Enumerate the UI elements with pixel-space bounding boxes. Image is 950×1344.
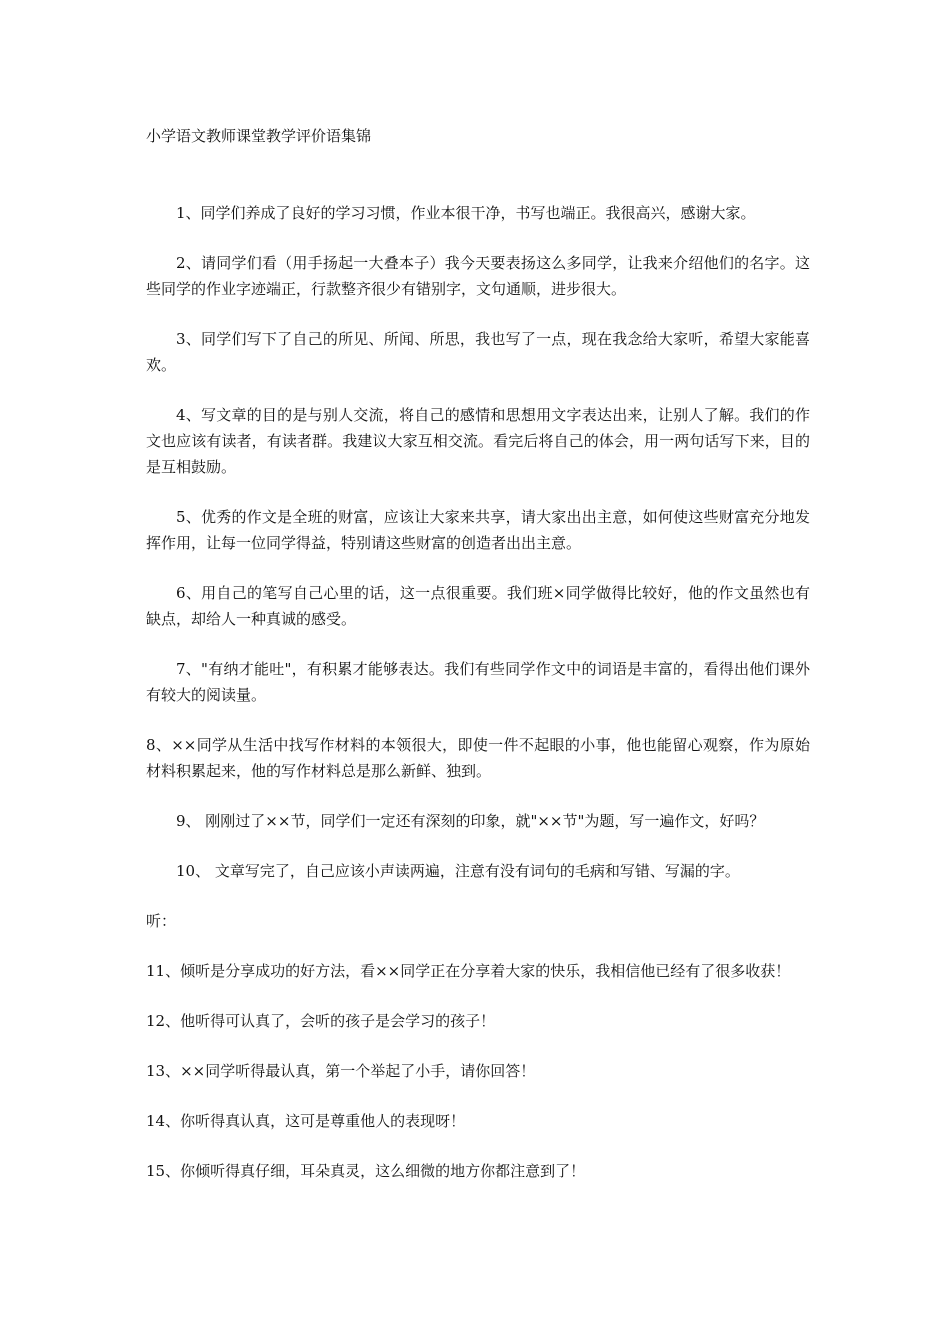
paragraph: 1、同学们养成了良好的学习习惯，作业本很干净，书写也端正。我很高兴，感谢大家。 — [176, 204, 756, 222]
paragraph: 听： — [146, 912, 177, 930]
paragraph: 13、××同学听得最认真，第一个举起了小手，请你回答！ — [146, 1062, 536, 1080]
paragraph: 8、××同学从生活中找写作材料的本领很大，即使一件不起眼的小事，他也能留心观察，作为原始材料积累起来，他的写作材料总是那么新鲜、独到。 — [146, 736, 810, 780]
paragraph: 10、 文章写完了，自己应该小声读两遍，注意有没有词句的毛病和写错、写漏的字。 — [176, 862, 740, 880]
paragraph: 3、同学们写下了自己的所见、所闻、所思，我也写了一点，现在我念给大家听，希望大家能喜欢。 — [146, 330, 810, 374]
paragraph: 2、请同学们看（用手扬起一大叠本子）我今天要表扬这么多同学，让我来介绍他们的名字。这些同学的作业字迹端正，行款整齐很少有错别字，文句通顺，进步很大。 — [146, 254, 810, 298]
paragraph: 5、优秀的作文是全班的财富，应该让大家来共享，请大家出出主意，如何使这些财富充分地发挥作用，让每一位同学得益，特别请这些财富的创造者出出主意。 — [146, 508, 810, 552]
paragraph: 6、用自己的笔写自己心里的话，这一点很重要。我们班×同学做得比较好，他的作文虽然也有缺点，却给人一种真诚的感受。 — [146, 584, 810, 628]
document-body — [146, 200, 810, 1208]
paragraph: 4、写文章的目的是与别人交流，将自己的感情和思想用文字表达出来，让别人了解。我们的作文也应该有读者，有读者群。我建议大家互相交流。看完后将自己的体会，用一两句话写下来，目的是互相鼓励。 — [146, 406, 810, 476]
document-title: 小学语文教师课堂教学评价语集锦 — [146, 127, 372, 145]
paragraph: 15、你倾听得真仔细，耳朵真灵，这么细微的地方你都注意到了！ — [146, 1162, 586, 1180]
paragraph: 14、你听得真认真，这可是尊重他人的表现呀！ — [146, 1112, 466, 1130]
paragraph: 9、 刚刚过了××节，同学们一定还有深刻的印象，就"××节"为题，写一遍作文，好吗？ — [176, 812, 765, 830]
paragraph: 7、"有纳才能吐"，有积累才能够表达。我们有些同学作文中的词语是丰富的，看得出他们课外有较大的阅读量。 — [146, 660, 810, 704]
paragraph: 12、他听得可认真了，会听的孩子是会学习的孩子！ — [146, 1012, 496, 1030]
paragraph: 11、倾听是分享成功的好方法，看××同学正在分享着大家的快乐，我相信他已经有了很多收获！ — [146, 962, 791, 980]
